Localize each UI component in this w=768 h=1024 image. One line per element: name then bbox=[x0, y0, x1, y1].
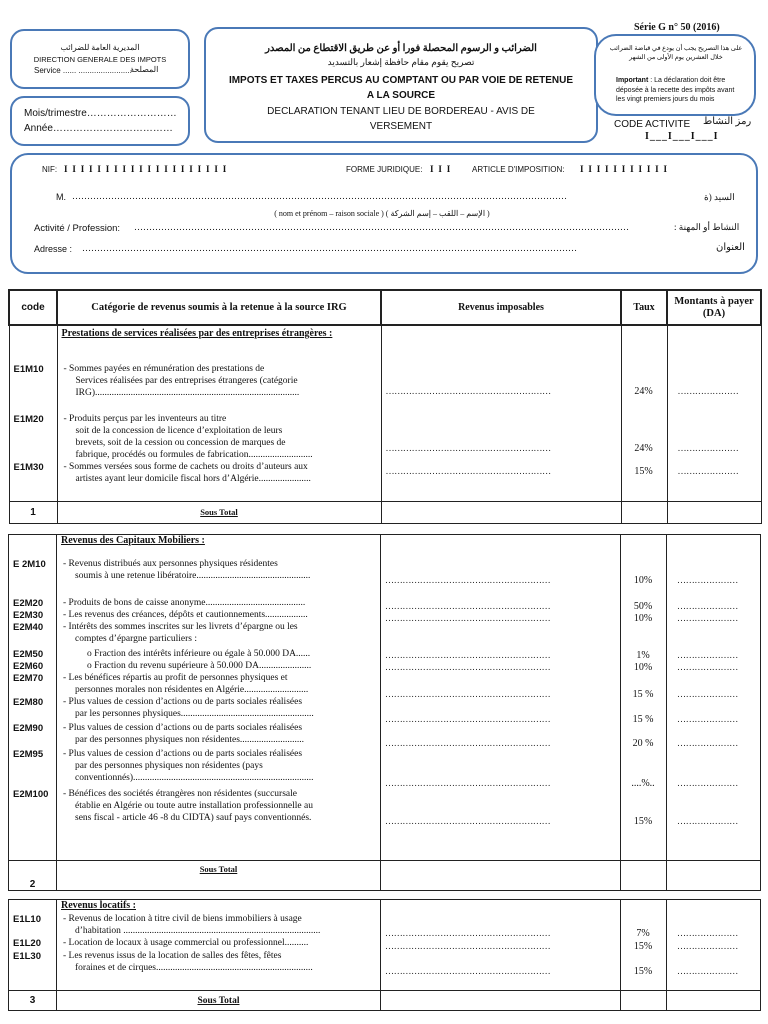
section2-row-text: o Fraction des intérêts inférieure ou égale à 50.000 DA...... bbox=[87, 649, 311, 659]
section2-row-text: par les personnes physiques........................................................ bbox=[75, 709, 314, 719]
article-boxes[interactable]: I I I I I I I I I I I bbox=[580, 164, 669, 174]
subtitle-fr: DECLARATION TENANT LIEU DE BORDEREAU - AVIS DE VERSEMENT bbox=[267, 106, 535, 132]
section1-subtotal: Sous Total bbox=[57, 501, 381, 523]
section3-row-text: - Les revenus issus de la location de salles des fêtes, fêtes bbox=[63, 951, 282, 961]
section1-body bbox=[9, 325, 761, 501]
admin-fr: DIRECTION GENERALE DES IMPOTS bbox=[33, 55, 167, 64]
code-activite-fr: CODE ACTIVITE bbox=[614, 119, 691, 130]
section2-row-code: E2M100 bbox=[13, 789, 49, 800]
section2-row-text: sens fiscal - article 46 -8 du CIDTA) sauf pays conventionnés. bbox=[75, 813, 312, 823]
section2-row-code: E2M40 bbox=[13, 622, 44, 633]
period-box bbox=[10, 96, 190, 146]
name-hint: ( nom et prénom – raison sociale ) ( الإسم – اللقب – إسم الشركة ) bbox=[274, 209, 490, 218]
section1-title: Prestations de services réalisées par des entreprises étrangères : bbox=[61, 328, 333, 339]
section2-row-montant-field[interactable]: ………………… bbox=[677, 613, 738, 623]
section1-subtotal-row bbox=[9, 501, 761, 523]
section2-title: Revenus des Capitaux Mobiliers : bbox=[61, 535, 205, 546]
section3-row-code: E1L10 bbox=[13, 914, 41, 925]
section2-row-revenu-field[interactable]: ………………………………………………… bbox=[385, 689, 551, 699]
section2-subtotal-taux bbox=[621, 861, 667, 891]
year-field[interactable]: Année……………………………… bbox=[24, 123, 173, 134]
title-box bbox=[204, 27, 598, 143]
section2-row-text: - Intérêts des sommes inscrites sur les livrets d’épargne ou les bbox=[63, 622, 298, 632]
section3-subtotal-montant[interactable] bbox=[667, 991, 761, 1011]
forme-boxes[interactable]: I I I bbox=[430, 164, 452, 174]
section1-num: 1 bbox=[9, 501, 57, 523]
code-activite-boxes[interactable]: I___I___I___I bbox=[645, 131, 719, 142]
important-text: : La déclaration doit être déposée à la recette des impôts avant les vingt premiers jours du mois bbox=[616, 77, 735, 103]
section2-row-taux: 10% bbox=[633, 575, 653, 586]
section3-title: Revenus locatifs : bbox=[61, 900, 136, 911]
section3-row-taux: 15% bbox=[633, 941, 653, 952]
section1-row-taux: 24% bbox=[634, 386, 653, 397]
section1-row-text: IRG)...................................................................................... bbox=[75, 388, 300, 398]
section1-subtotal-taux bbox=[621, 501, 667, 523]
section3-row-text: - Revenus de location à titre civil de biens immobiliers à usage bbox=[63, 914, 302, 924]
serie-label: Série G n° 50 (2016) bbox=[634, 22, 720, 33]
period-field[interactable]: Mois/trimestre……………………… bbox=[24, 108, 177, 119]
nif-boxes[interactable]: I I I I I I I I I I I I I I I I I I I I bbox=[64, 164, 228, 174]
section2-row-montant-field[interactable]: ………………… bbox=[677, 601, 738, 611]
section3-row-montant-field[interactable]: ………………… bbox=[677, 941, 738, 951]
header-revenus: Revenus imposables bbox=[381, 290, 621, 325]
section2-row-montant-field[interactable]: ………………… bbox=[677, 662, 738, 672]
section2-row-text: - Bénéfices des sociétés étrangères non résidentes (succursale bbox=[63, 789, 297, 799]
section2-row-code: E2M70 bbox=[13, 673, 44, 684]
important-note bbox=[616, 76, 744, 105]
section2-row-text: par des personnes physiques non résidentes (pays bbox=[75, 761, 263, 771]
section1-row-text: soit de la concession de licence d’exploitation de leurs bbox=[75, 426, 283, 436]
section2-row-code: E2M50 bbox=[13, 649, 44, 660]
section1-row-montant-field[interactable]: ………………… bbox=[677, 443, 739, 453]
section2-row-montant-field[interactable]: ………………… bbox=[677, 738, 738, 748]
section1-row-text: - Produits perçus par les inventeurs au titre bbox=[63, 414, 227, 424]
section1-subtotal-revenu[interactable] bbox=[381, 501, 621, 523]
section2-row-text: - Revenus distribués aux personnes physiques résidentes bbox=[63, 559, 278, 569]
section2-row-taux: 15 % bbox=[632, 714, 654, 725]
section1-row-revenu-field[interactable]: ………………………………………………… bbox=[385, 386, 551, 396]
m-label: M. bbox=[56, 192, 66, 202]
section3-table bbox=[8, 899, 761, 1011]
section2-subtotal-revenu[interactable] bbox=[381, 861, 621, 891]
section2-row-revenu-field[interactable]: ………………………………………………… bbox=[385, 714, 551, 724]
service-fr: Service ...... ........................ bbox=[34, 66, 132, 75]
adresse-ar: العنوان bbox=[716, 242, 745, 253]
section2-row-revenu-field[interactable]: ………………………………………………… bbox=[385, 816, 551, 826]
important-box bbox=[594, 34, 756, 116]
title-fr: IMPOTS ET TAXES PERCUS AU COMPTANT OU PAR VOIE DE RETENUE A LA SOURCE bbox=[228, 75, 574, 101]
section3-row-montant-field[interactable]: ………………… bbox=[677, 966, 738, 976]
section2-row-revenu-field[interactable]: ………………………………………………… bbox=[385, 650, 551, 660]
section2-subtotal-row bbox=[9, 861, 761, 891]
section3-row-text: d’habitation ................................................................................... bbox=[75, 926, 321, 936]
section2-row-text: établie en Algérie ou toute autre installation professionnelle au bbox=[75, 801, 313, 811]
header-code: code bbox=[9, 290, 57, 325]
section3-num: 3 bbox=[9, 991, 57, 1011]
section2-table bbox=[8, 534, 761, 891]
note-ar: على هذا التصريح يجب أن يودع في قباضة الضرائب خلال العشرين يوم الأولى من الشهر bbox=[609, 45, 743, 61]
section2-row-text: o Fraction du revenu supérieure à 50.000 DA...................... bbox=[87, 661, 312, 671]
section2-row-text: soumis à une retenue libératoire................................................ bbox=[75, 571, 311, 581]
section2-row-montant-field[interactable]: ………………… bbox=[677, 714, 738, 724]
service-ar: المصلحة bbox=[130, 65, 159, 74]
section2-row-taux: ....%.. bbox=[631, 778, 655, 789]
section1-row-text: Services réalisées par des entreprises étrangeres (catégorie bbox=[75, 376, 298, 386]
section2-subtotal-montant[interactable] bbox=[667, 861, 761, 891]
section3-row-taux: 7% bbox=[636, 928, 650, 939]
section2-row-taux: 15 % bbox=[632, 689, 654, 700]
section2-row-revenu-field[interactable]: ………………………………………………… bbox=[385, 613, 551, 623]
name-field[interactable]: ………………………………………………………………………………………………………………………………………………… bbox=[72, 191, 567, 201]
section2-row-text: conventionnés)............................................................................ bbox=[75, 773, 314, 783]
section2-row-code: E2M20 bbox=[13, 598, 44, 609]
section2-row-montant-field[interactable]: ………………… bbox=[677, 575, 738, 585]
section2-row-taux: 10% bbox=[633, 613, 653, 624]
section1-row-text: - Sommes versées sous forme de cachets ou droits d’auteurs aux bbox=[63, 462, 308, 472]
adresse-field[interactable]: ………………………………………………………………………………………………………………………………………………… bbox=[82, 243, 577, 253]
section2-row-revenu-field[interactable]: ………………………………………………… bbox=[385, 575, 551, 585]
section2-row-taux: 10% bbox=[633, 662, 653, 673]
section3-row-text: - Location de locaux à usage commercial ou professionnel.......... bbox=[63, 938, 309, 948]
section1-row-code: E1M20 bbox=[13, 414, 44, 425]
activite-label: Activité / Profession: bbox=[34, 223, 121, 234]
section1-row-text: artistes ayant leur domicile fiscal hors d’Algérie...................... bbox=[75, 474, 311, 484]
section1-row-taux: 15% bbox=[634, 466, 653, 477]
section3-subtotal-revenu[interactable] bbox=[381, 991, 621, 1011]
section2-row-revenu-field[interactable]: ………………………………………………… bbox=[385, 601, 551, 611]
section3-subtotal: Sous Total bbox=[57, 991, 381, 1011]
section2-subtotal: Sous Total bbox=[57, 861, 381, 891]
section2-row-montant-field[interactable]: ………………… bbox=[677, 778, 738, 788]
section1-subtotal-montant[interactable] bbox=[667, 501, 761, 523]
header-montants: Montants à payer (DA) bbox=[667, 290, 761, 325]
section3-row-code: E1L20 bbox=[13, 938, 41, 949]
m-ar: السيد (ة bbox=[704, 192, 735, 202]
nif-label: NIF: bbox=[42, 165, 58, 174]
section1-table bbox=[8, 289, 762, 524]
section1-row-montant-field[interactable]: ………………… bbox=[677, 386, 739, 396]
section3-row-revenu-field[interactable]: ………………………………………………… bbox=[385, 941, 551, 951]
section3-row-text: foraines et de cirques.................................................................. bbox=[75, 963, 313, 973]
section2-row-code: E2M30 bbox=[13, 610, 44, 621]
section3-row-montant-field[interactable]: ………………… bbox=[677, 928, 738, 938]
section2-row-code: E2M90 bbox=[13, 723, 44, 734]
section2-row-text: par des personnes physiques non résidentes........................... bbox=[75, 735, 305, 745]
section2-num: 2 bbox=[9, 861, 57, 891]
admin-box bbox=[10, 29, 190, 89]
section2-row-revenu-field[interactable]: ………………………………………………… bbox=[385, 778, 551, 788]
subtitle-ar: تصريح يقوم مقام حافظة إشعار بالتسديد bbox=[327, 57, 475, 67]
section2-row-text: - Plus values de cession d’actions ou de parts sociales réalisées bbox=[63, 749, 303, 759]
section2-row-text: - Plus values de cession d’actions ou de parts sociales réalisées bbox=[63, 723, 303, 733]
section2-row-revenu-field[interactable]: ………………………………………………… bbox=[385, 738, 551, 748]
section2-row-montant-field[interactable]: ………………… bbox=[677, 816, 738, 826]
adresse-label: Adresse : bbox=[34, 244, 73, 254]
section2-row-taux: 20 % bbox=[632, 738, 654, 749]
header-category: Catégorie de revenus soumis à la retenue à la source IRG bbox=[57, 290, 381, 325]
section3-subtotal-taux bbox=[621, 991, 667, 1011]
section2-row-taux: 15% bbox=[633, 816, 653, 827]
code-activite-ar: رمز النشاط bbox=[703, 116, 752, 127]
article-label: ARTICLE D'IMPOSITION: bbox=[472, 165, 565, 174]
header-taux: Taux bbox=[621, 290, 667, 325]
section3-row-revenu-field[interactable]: ………………………………………………… bbox=[385, 928, 551, 938]
section1-row-text: - Sommes payées en rémunération des prestations de bbox=[63, 364, 265, 374]
identity-box bbox=[10, 153, 758, 274]
section2-row-revenu-field[interactable]: ………………………………………………… bbox=[385, 662, 551, 672]
section2-row-code: E2M95 bbox=[13, 749, 44, 760]
section1-row-text: fabrique, procédés ou formules de fabrication........................... bbox=[75, 450, 313, 460]
section2-row-text: - Les revenus des créances, dépôts et cautionnements.................. bbox=[63, 610, 308, 620]
section2-row-text: - Plus values de cession d’actions ou de parts sociales réalisées bbox=[63, 697, 303, 707]
title-ar: الضرائب و الرسوم المحصلة فورا أو عن طريق الاقتطاع من المصدر bbox=[265, 43, 537, 54]
section3-row-code: E1L30 bbox=[13, 951, 41, 962]
section2-row-text: - Produits de bons de caisse anonyme.......................................... bbox=[63, 598, 306, 608]
section3-row-revenu-field[interactable]: ………………………………………………… bbox=[385, 966, 551, 976]
section1-row-montant-field[interactable]: ………………… bbox=[677, 466, 739, 476]
table-header-row bbox=[9, 290, 761, 325]
important-label: Important bbox=[616, 77, 649, 84]
section1-row-taux: 24% bbox=[634, 443, 653, 454]
activite-ar: : النشاط أو المهنة bbox=[674, 222, 740, 232]
forme-label: FORME JURIDIQUE: bbox=[346, 165, 423, 174]
section3-subtotal-row bbox=[9, 991, 761, 1011]
section2-row-montant-field[interactable]: ………………… bbox=[677, 650, 738, 660]
section2-body bbox=[9, 535, 761, 861]
section1-row-revenu-field[interactable]: ………………………………………………… bbox=[385, 443, 551, 453]
section2-row-text: personnes morales non résidentes en Algérie........................... bbox=[75, 685, 309, 695]
section2-row-montant-field[interactable]: ………………… bbox=[677, 689, 738, 699]
section3-row-taux: 15% bbox=[633, 966, 653, 977]
section2-row-text: comptes d’épargne particuliers : bbox=[75, 634, 197, 644]
section1-row-code: E1M10 bbox=[13, 364, 44, 375]
section1-row-code: E1M30 bbox=[13, 462, 44, 473]
section2-row-code: E 2M10 bbox=[13, 559, 46, 570]
section1-row-revenu-field[interactable]: ………………………………………………… bbox=[385, 466, 551, 476]
section2-row-code: E2M60 bbox=[13, 661, 44, 672]
section2-row-code: E2M80 bbox=[13, 697, 44, 708]
activite-field[interactable]: ………………………………………………………………………………………………………………………………………………… bbox=[134, 222, 629, 232]
section2-row-text: - Les bénéfices répartis au profit de personnes physiques et bbox=[63, 673, 288, 683]
section1-row-text: brevets, soit de la cession ou concession de marques de bbox=[75, 438, 286, 448]
admin-ar: المديرية العامة للضرائب bbox=[60, 43, 140, 52]
section2-row-taux: 50% bbox=[633, 601, 653, 612]
section3-body bbox=[9, 900, 761, 991]
section2-row-taux: 1% bbox=[636, 650, 650, 661]
